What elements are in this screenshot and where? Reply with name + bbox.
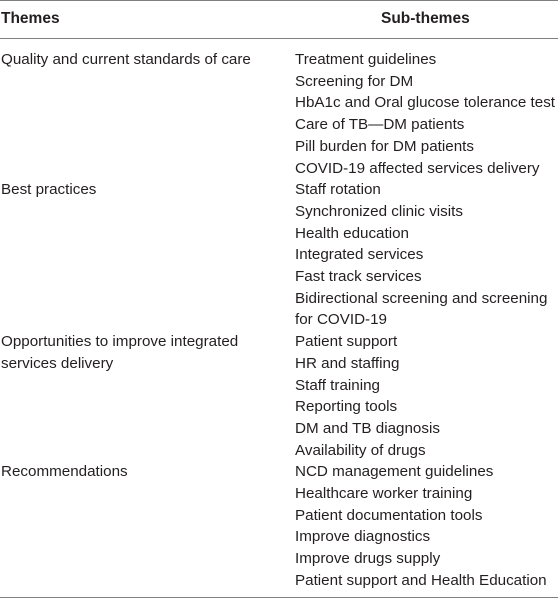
sub-theme-item: Treatment guidelines bbox=[295, 51, 437, 68]
sub-theme-item: Improve diagnostics bbox=[295, 528, 431, 546]
sub-theme-item: HR and staffing bbox=[295, 354, 400, 372]
table-body bbox=[0, 49, 558, 592]
sub-theme-item: HbA1c and Oral glucose tolerance test bbox=[295, 94, 556, 112]
sub-theme-item: Integrated services bbox=[295, 246, 424, 264]
sub-theme-item: Care of TB—DM patients bbox=[295, 116, 465, 134]
sub-theme-item: Health education bbox=[295, 224, 409, 242]
sub-theme-item: Patient support bbox=[295, 333, 398, 351]
table-row bbox=[0, 331, 558, 461]
sub-theme-item: Healthcare worker training bbox=[295, 485, 473, 503]
sub-theme-item: Patient documentation tools bbox=[295, 506, 483, 524]
sub-theme-item: Staff training bbox=[295, 376, 380, 394]
table-header bbox=[0, 0, 558, 38]
header-rule bbox=[0, 38, 558, 39]
theme-cell: Recommendations bbox=[1, 463, 128, 481]
sub-theme-list bbox=[294, 331, 558, 461]
header-sub-themes: Sub-themes bbox=[381, 10, 470, 27]
theme-cell: Quality and current standards of care bbox=[1, 51, 251, 68]
sub-theme-item: Reporting tools bbox=[295, 398, 398, 416]
table-row bbox=[0, 179, 558, 331]
sub-theme-item: Availability of drugs bbox=[295, 441, 426, 459]
bottom-rule bbox=[0, 597, 558, 598]
sub-theme-item: Synchronized clinic visits bbox=[295, 202, 463, 220]
sub-theme-list bbox=[294, 461, 558, 591]
sub-theme-item: NCD management guidelines bbox=[295, 463, 494, 481]
table-row bbox=[0, 461, 558, 591]
sub-theme-item: Improve drugs supply bbox=[295, 550, 441, 568]
table-row bbox=[0, 49, 558, 179]
sub-theme-list bbox=[294, 49, 558, 179]
theme-cell: Best practices bbox=[1, 181, 97, 199]
header-themes: Themes bbox=[1, 10, 60, 27]
sub-theme-item: Screening for DM bbox=[295, 72, 414, 90]
sub-theme-item: COVID-19 affected services delivery bbox=[295, 159, 540, 177]
sub-theme-item: Staff rotation bbox=[295, 181, 381, 199]
sub-theme-item: Pill burden for DM patients bbox=[295, 137, 474, 155]
sub-theme-item: Bidirectional screening and screening for COVID-19 bbox=[295, 289, 548, 329]
sub-theme-list bbox=[294, 179, 558, 331]
sub-theme-item: Patient support and Health Education bbox=[295, 571, 547, 589]
sub-theme-item: DM and TB diagnosis bbox=[295, 419, 440, 437]
theme-cell: Opportunities to improve integrated services delivery bbox=[1, 333, 239, 372]
sub-theme-item: Fast track services bbox=[295, 268, 422, 286]
